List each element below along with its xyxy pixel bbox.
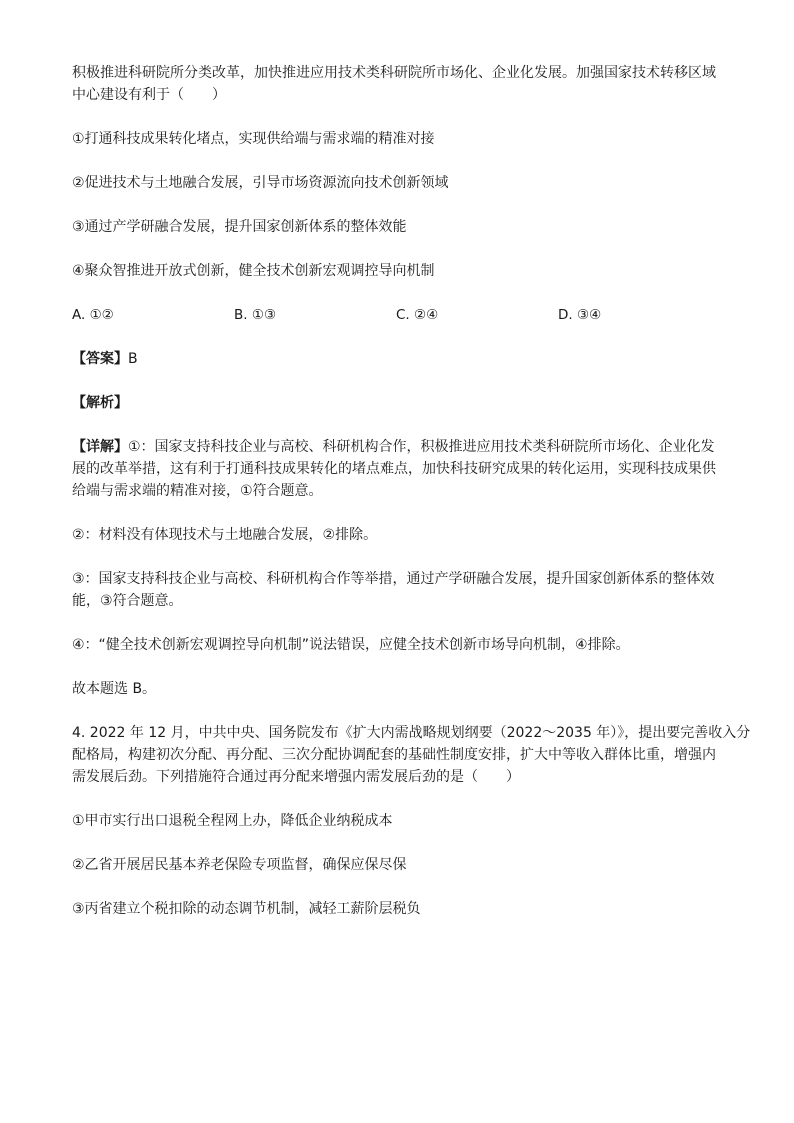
- q4-stem-line-3: 需发展后劲。下列措施符合通过再分配来增强内需发展后劲的是（ ）: [72, 769, 520, 785]
- q3-analysis: [72, 392, 724, 414]
- q3-options: [72, 304, 724, 326]
- q4-stem-line-1: 4. 2022 年 12 月，中共中央、国务院发布《扩大内需战略规划纲要（2022～2035 年）》，提出要完善收入分: [72, 725, 751, 741]
- q3-option-a: A. ①②: [72, 307, 114, 323]
- q3-item-2: ②促进技术与土地融合发展，引导市场资源流向技术创新领域: [72, 175, 449, 191]
- detail-tag: 【详解】: [72, 439, 128, 455]
- q4-stem-line-2: 配格局，构建初次分配、再分配、三次分配协调配套的基础性制度安排，扩大中等收入群体比重，增强内: [72, 747, 716, 763]
- q3-option-c: C. ②④: [396, 307, 439, 323]
- q3-stem-line-2: 中心建设有利于（ ）: [72, 87, 226, 103]
- q3-item-1: ①打通科技成果转化堵点，实现供给端与需求端的精准对接: [72, 131, 435, 147]
- q3-conclusion: 故本题选 B。: [72, 681, 157, 697]
- document-page: [72, 62, 751, 920]
- q3-stem-line-1: 积极推进科研院所分类改革，加快推进应用技术类科研院所市场化、企业化发展。加强国家技术转移区域: [72, 65, 716, 81]
- analysis-tag: 【解析】: [72, 395, 128, 411]
- q3-detail-line-1: [72, 436, 724, 458]
- q3-item-4: ④聚众智推进开放式创新，健全技术创新宏观调控导向机制: [72, 263, 435, 279]
- q3-option-d: D. ③④: [558, 307, 602, 323]
- q3-answer: [72, 348, 724, 370]
- q3-option-b: B. ①③: [234, 307, 277, 323]
- q3-item-3: ③通过产学研融合发展，提升国家创新体系的整体效能: [72, 219, 407, 235]
- q3-note-2: ②：材料没有体现技术与土地融合发展，②排除。: [72, 527, 378, 543]
- q4-item-1: ①甲市实行出口退税全程网上办，降低企业纳税成本: [72, 813, 393, 829]
- answer-value: B: [128, 351, 138, 367]
- q3-note-3-line-1: ③：国家支持科技企业与高校、科研机构合作等举措，通过产学研融合发展，提升国家创新体系的整体效: [72, 571, 715, 587]
- q3-detail-line-3: 给端与需求端的精准对接，①符合题意。: [72, 483, 323, 499]
- answer-tag: 【答案】: [72, 351, 128, 367]
- detail-text-1: ①：国家支持科技企业与高校、科研机构合作，积极推进应用技术类科研院所市场化、企业化发: [128, 439, 715, 455]
- q3-note-3-line-2: 能，③符合题意。: [72, 593, 183, 609]
- q4-item-3: ③丙省建立个税扣除的动态调节机制，减轻工薪阶层税负: [72, 901, 421, 917]
- q3-note-4: ④：“健全技术创新宏观调控导向机制”说法错误，应健全技术创新市场导向机制，④排除。: [72, 637, 630, 653]
- q4-item-2: ②乙省开展居民基本养老保险专项监督，确保应保尽保: [72, 857, 407, 873]
- q3-detail-line-2: 展的改革举措，这有利于打通科技成果转化的堵点难点，加快科技研究成果的转化运用，实现科技成果供: [72, 461, 716, 477]
